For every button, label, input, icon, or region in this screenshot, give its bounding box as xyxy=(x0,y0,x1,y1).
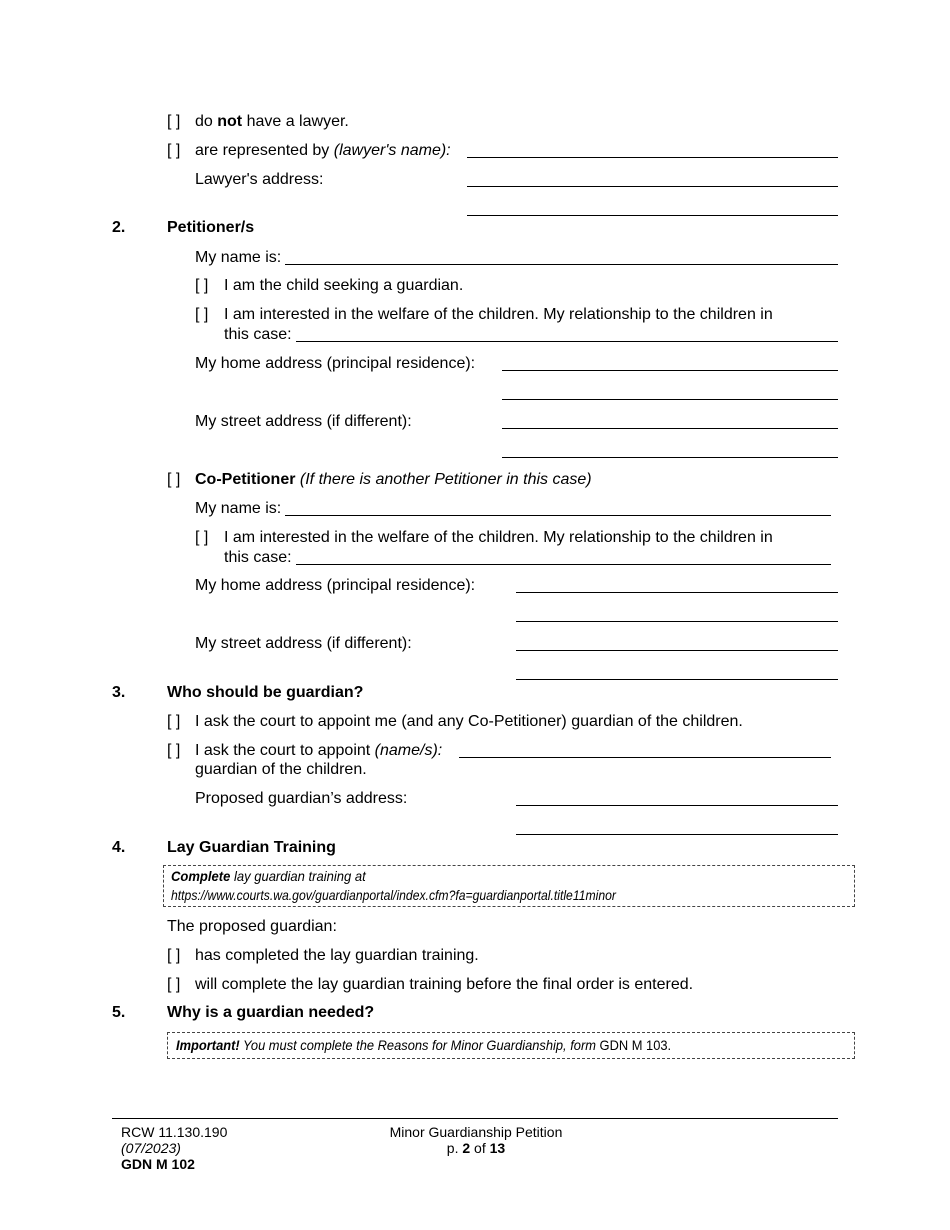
co-interested-option-cont: this case: xyxy=(224,549,292,566)
footer-page-number: p. 2 of 13 xyxy=(446,1140,506,1156)
appoint-self-label: I ask the court to appoint me (and any Co-Petitioner) guardian of the children. xyxy=(195,713,743,730)
copetitioner-checkbox[interactable]: [ ] xyxy=(167,471,181,488)
lawyer-name-field[interactable] xyxy=(467,157,838,158)
guardian-address-label: Proposed guardian’s address: xyxy=(195,790,408,807)
copetitioner-heading: Co-Petitioner (If there is another Petitioner in this case) xyxy=(195,471,592,488)
home-address-field-2[interactable] xyxy=(502,399,838,400)
training-completed-checkbox[interactable]: [ ] xyxy=(167,947,181,964)
represented-checkbox[interactable]: [ ] xyxy=(167,142,181,159)
appoint-other-label: I ask the court to appoint (name/s): xyxy=(195,742,443,759)
no-lawyer-checkbox[interactable]: [ ] xyxy=(167,113,181,130)
co-street-address-field-1[interactable] xyxy=(516,650,838,651)
co-street-address-label: My street address (if different): xyxy=(195,635,412,652)
no-lawyer-label: do not have a lawyer. xyxy=(195,113,349,130)
training-note-line-1: Complete lay guardian training at xyxy=(171,868,366,884)
co-relationship-field[interactable] xyxy=(296,564,831,565)
section-2-title: Petitioner/s xyxy=(167,219,255,236)
copetitioner-name-field[interactable] xyxy=(285,515,831,516)
section-4-number: 4. xyxy=(112,839,126,856)
co-home-address-field-1[interactable] xyxy=(516,592,838,593)
street-address-field-2[interactable] xyxy=(502,457,838,458)
lawyer-address-field-1[interactable] xyxy=(467,186,838,187)
section-5-title: Why is a guardian needed? xyxy=(167,1004,375,1021)
guardian-address-field-1[interactable] xyxy=(516,805,838,806)
important-note-text: Important! You must complete the Reasons for Minor Guardianship, form GDN M 103. xyxy=(176,1037,672,1053)
lawyer-address-field-2[interactable] xyxy=(467,215,838,216)
street-address-label: My street address (if different): xyxy=(195,413,412,430)
co-interested-option-label: I am interested in the welfare of the children. My relationship to the children in xyxy=(224,529,773,546)
appoint-other-name-field[interactable] xyxy=(459,757,831,758)
child-option-checkbox[interactable]: [ ] xyxy=(195,277,209,294)
represented-label: are represented by (lawyer's name): xyxy=(195,142,451,159)
lawyer-address-label: Lawyer's address: xyxy=(195,171,324,188)
training-will-complete-checkbox[interactable]: [ ] xyxy=(167,976,181,993)
home-address-field-1[interactable] xyxy=(502,370,838,371)
proposed-guardian-label: The proposed guardian: xyxy=(167,918,337,935)
street-address-field-1[interactable] xyxy=(502,428,838,429)
footer-statute: RCW 11.130.190 xyxy=(121,1124,228,1140)
appoint-other-cont: guardian of the children. xyxy=(195,761,367,778)
co-street-address-field-2[interactable] xyxy=(516,679,838,680)
home-address-label: My home address (principal residence): xyxy=(195,355,476,372)
training-url-link[interactable]: https://www.courts.wa.gov/guardianportal/index.cfm?fa=guardianportal.title11minor xyxy=(171,887,616,903)
section-3-number: 3. xyxy=(112,684,126,701)
footer-date: (07/2023) xyxy=(121,1140,181,1156)
child-option-label: I am the child seeking a guardian. xyxy=(224,277,464,294)
interested-option-checkbox[interactable]: [ ] xyxy=(195,306,209,323)
section-5-number: 5. xyxy=(112,1004,126,1021)
footer-form-code: GDN M 102 xyxy=(121,1156,195,1172)
relationship-field[interactable] xyxy=(296,341,838,342)
copetitioner-name-label: My name is: xyxy=(195,500,282,517)
appoint-other-checkbox[interactable]: [ ] xyxy=(167,742,181,759)
interested-option-cont: this case: xyxy=(224,326,292,343)
guardian-address-field-2[interactable] xyxy=(516,834,838,835)
footer-form-title: Minor Guardianship Petition xyxy=(389,1124,563,1140)
training-completed-label: has completed the lay guardian training. xyxy=(195,947,479,964)
appoint-self-checkbox[interactable]: [ ] xyxy=(167,713,181,730)
co-home-address-field-2[interactable] xyxy=(516,621,838,622)
section-3-title: Who should be guardian? xyxy=(167,684,364,701)
section-4-title: Lay Guardian Training xyxy=(167,839,336,856)
training-will-complete-label: will complete the lay guardian training before the final order is entered. xyxy=(195,976,694,993)
section-2-number: 2. xyxy=(112,219,126,236)
petitioner-name-label: My name is: xyxy=(195,249,282,266)
co-home-address-label: My home address (principal residence): xyxy=(195,577,476,594)
interested-option-label: I am interested in the welfare of the children. My relationship to the children in xyxy=(224,306,773,323)
co-interested-option-checkbox[interactable]: [ ] xyxy=(195,529,209,546)
petitioner-name-field[interactable] xyxy=(285,264,838,265)
footer-divider xyxy=(112,1118,838,1119)
